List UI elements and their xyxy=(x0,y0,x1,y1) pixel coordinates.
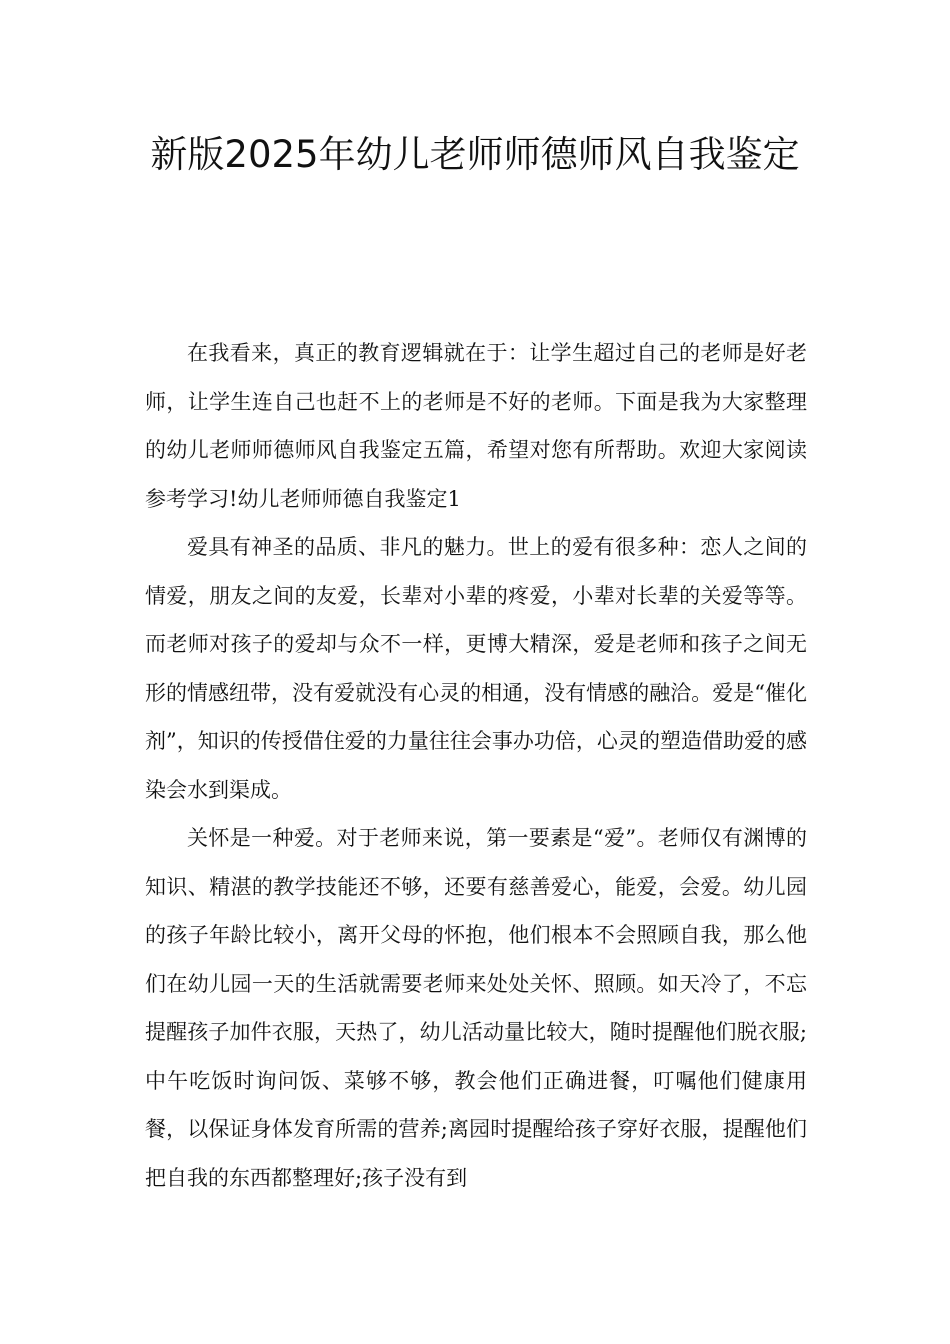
paragraph-love: 爱具有神圣的品质、非凡的魅力。世上的爱有很多种：恋人之间的情爱，朋友之间的友爱，长辈对小辈的疼爱，小辈对长辈的关爱等等。而老师对孩子的爱却与众不一样，更博大精深，爱是老师和孩子之间无形的情感纽带，没有爱就没有心灵的相通，没有情感的融洽。爱是“催化剂”，知识的传授借住爱的力量往往会事办功倍，心灵的塑造借助爱的感染会水到渠成。 xyxy=(145,535,807,802)
document-body xyxy=(145,329,807,1202)
document-title: 新版2025年幼儿老师师德师风自我鉴定 xyxy=(150,133,800,176)
paragraph-intro: 在我看来，真正的教育逻辑就在于：让学生超过自己的老师是好老师，让学生连自己也赶不上的老师是不好的老师。下面是我为大家整理的幼儿老师师德师风自我鉴定五篇，希望对您有所帮助。欢迎大家阅读参考学习!幼儿老师师德自我鉴定1 xyxy=(145,341,807,511)
paragraph-care: 关怀是一种爱。对于老师来说，第一要素是“爱”。老师仅有渊博的知识、精湛的教学技能还不够，还要有慈善爱心，能爱，会爱。幼儿园的孩子年龄比较小，离开父母的怀抱，他们根本不会照顾自我，那么他们在幼儿园一天的生活就需要老师来处处关怀、照顾。如天冷了，不忘提醒孩子加件衣服，天热了，幼儿活动量比较大，随时提醒他们脱衣服;中午吃饭时询问饭、菜够不够，教会他们正确进餐，叮嘱他们健康用餐，以保证身体发育所需的营养;离园时提醒给孩子穿好衣服，提醒他们把自我的东西都整理好;孩子没有到 xyxy=(145,826,807,1190)
